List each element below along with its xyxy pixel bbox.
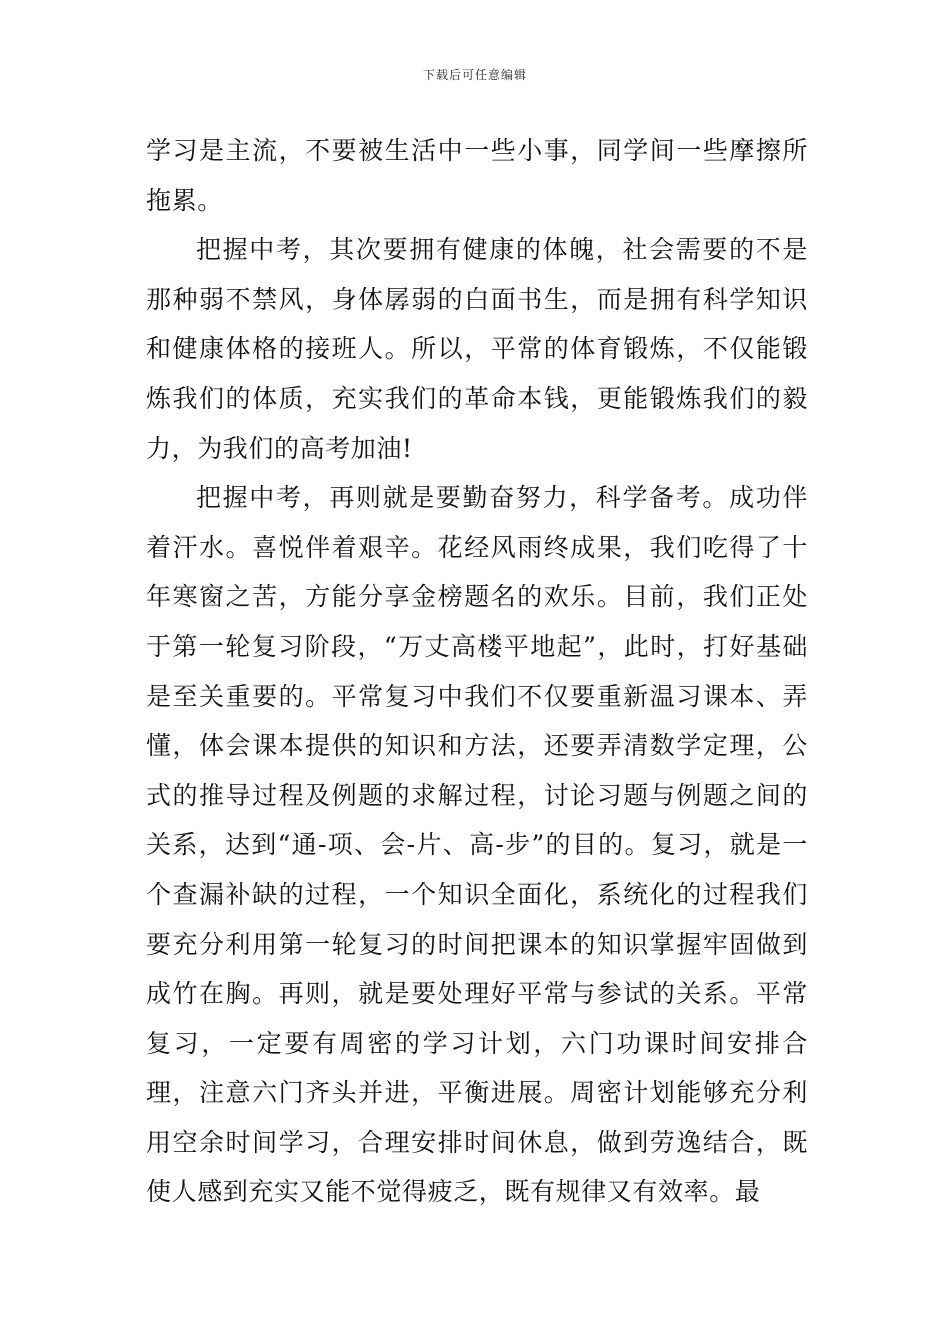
paragraph-2: 把握中考，其次要拥有健康的体魄，社会需要的不是那种弱不禁风，身体孱弱的白面书生，而是拥有科学知识和健康体格的接班人。所以，平常的体育锻炼，不仅能锻炼我们的体质，充实我们的革命本钱，更能锻炼我们的毅力，为我们的高考加油! <box>146 235 808 463</box>
paragraph-3: 把握中考，再则就是要勤奋努力，科学备考。成功伴着汗水。喜悦伴着艰辛。花经风雨终成果，我们吃得了十年寒窗之苦，方能分享金榜题名的欢乐。目前，我们正处于第一轮复习阶段，“万丈高楼平地起”，此时，打好基础是至关重要的。平常复习中我们不仅要重新温习课本、弄懂，体会课本提供的知识和方法，还要弄清数学定理，公式的推导过程及例题的求解过程，讨论习题与例题之间的关系，达到“通-项、会-片、高-步”的目的。复习，就是一个查漏补缺的过程，一个知识全面化，系统化的过程我们要充分利用第一轮复习的时间把课本的知识掌握牢固做到成竹在胸。再则，就是要处理好平常与参试的关系。平常复习，一定要有周密的学习计划，六门功课时间安排合理，注意六门齐头并进，平衡进展。周密计划能够充分利用空余时间学习，合理安排时间休息，做到劳逸结合，既使人感到充实又能不觉得疲乏，既有规律又有效率。最 <box>146 483 808 1207</box>
paragraph-1: 学习是主流，不要被生活中一些小事，同学间一些摩擦所拖累。 <box>146 136 808 215</box>
document-body <box>146 126 808 1217</box>
page-header: 下载后可任意编辑 <box>422 68 527 82</box>
